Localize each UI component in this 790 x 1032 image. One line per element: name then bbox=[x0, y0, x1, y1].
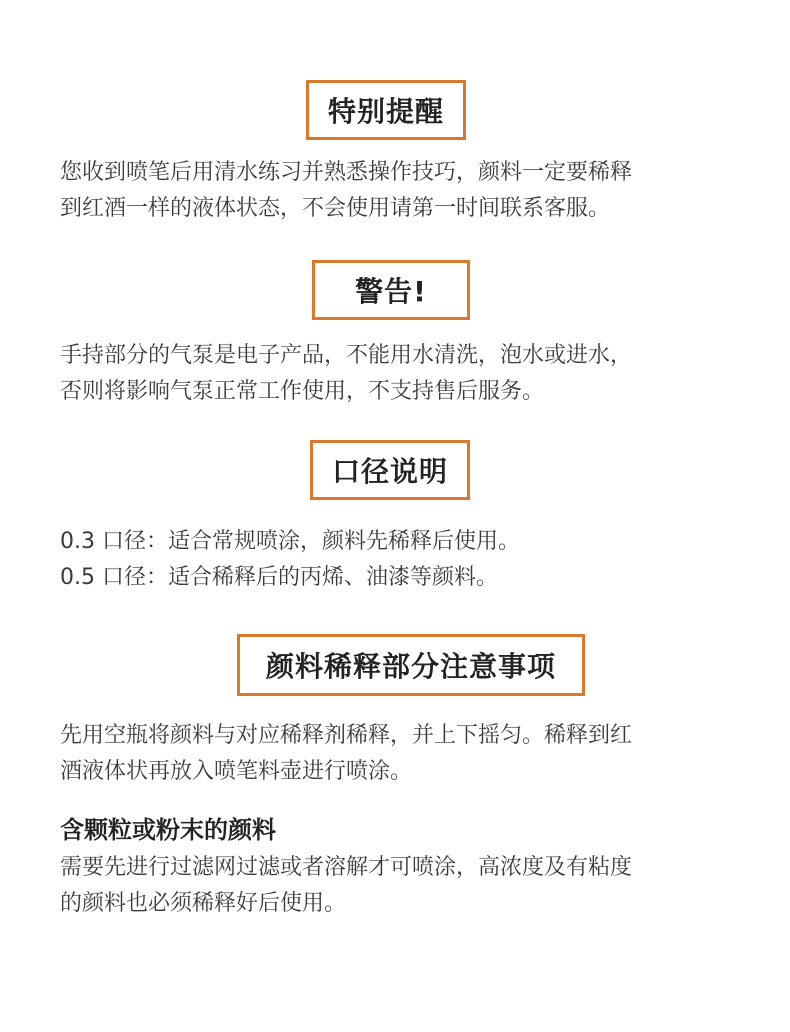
nozzle-line-2: 0.5 口径：适合稀释后的丙烯、油漆等颜料。 bbox=[60, 565, 498, 590]
reminder-line-1: 您收到喷笔后用清水练习并熟悉操作技巧，颜料一定要稀释 bbox=[60, 160, 633, 185]
particle-line-2: 的颜料也必须稀释好后使用。 bbox=[60, 891, 347, 916]
section-title-dilution: 颜料稀释部分注意事项 bbox=[237, 634, 585, 696]
section-title-warning: 警告! bbox=[312, 260, 470, 320]
section-title-reminder: 特别提醒 bbox=[306, 80, 466, 140]
warning-text bbox=[60, 338, 740, 410]
dilution-text bbox=[60, 718, 740, 790]
dilution-line-1: 先用空瓶将颜料与对应稀释剂稀释，并上下摇匀。稀释到红 bbox=[60, 723, 633, 748]
particle-line-1: 需要先进行过滤网过滤或者溶解才可喷涂，高浓度及有粘度 bbox=[60, 855, 633, 880]
dilution-line-2: 酒液体状再放入喷笔料壶进行喷涂。 bbox=[60, 759, 413, 784]
warning-line-2: 否则将影响气泵正常工作使用，不支持售后服务。 bbox=[60, 379, 545, 404]
warning-line-1: 手持部分的气泵是电子产品，不能用水清洗，泡水或进水， bbox=[60, 343, 633, 368]
particle-paint-subheading: 含颗粒或粉末的颜料 bbox=[60, 816, 276, 844]
particle-paint-text bbox=[60, 850, 740, 922]
reminder-text bbox=[60, 155, 740, 227]
section-title-nozzle: 口径说明 bbox=[310, 440, 470, 500]
reminder-line-2: 到红酒一样的液体状态，不会使用请第一时间联系客服。 bbox=[60, 196, 611, 221]
nozzle-text bbox=[60, 524, 740, 596]
nozzle-line-1: 0.3 口径：适合常规喷涂，颜料先稀释后使用。 bbox=[60, 529, 520, 554]
